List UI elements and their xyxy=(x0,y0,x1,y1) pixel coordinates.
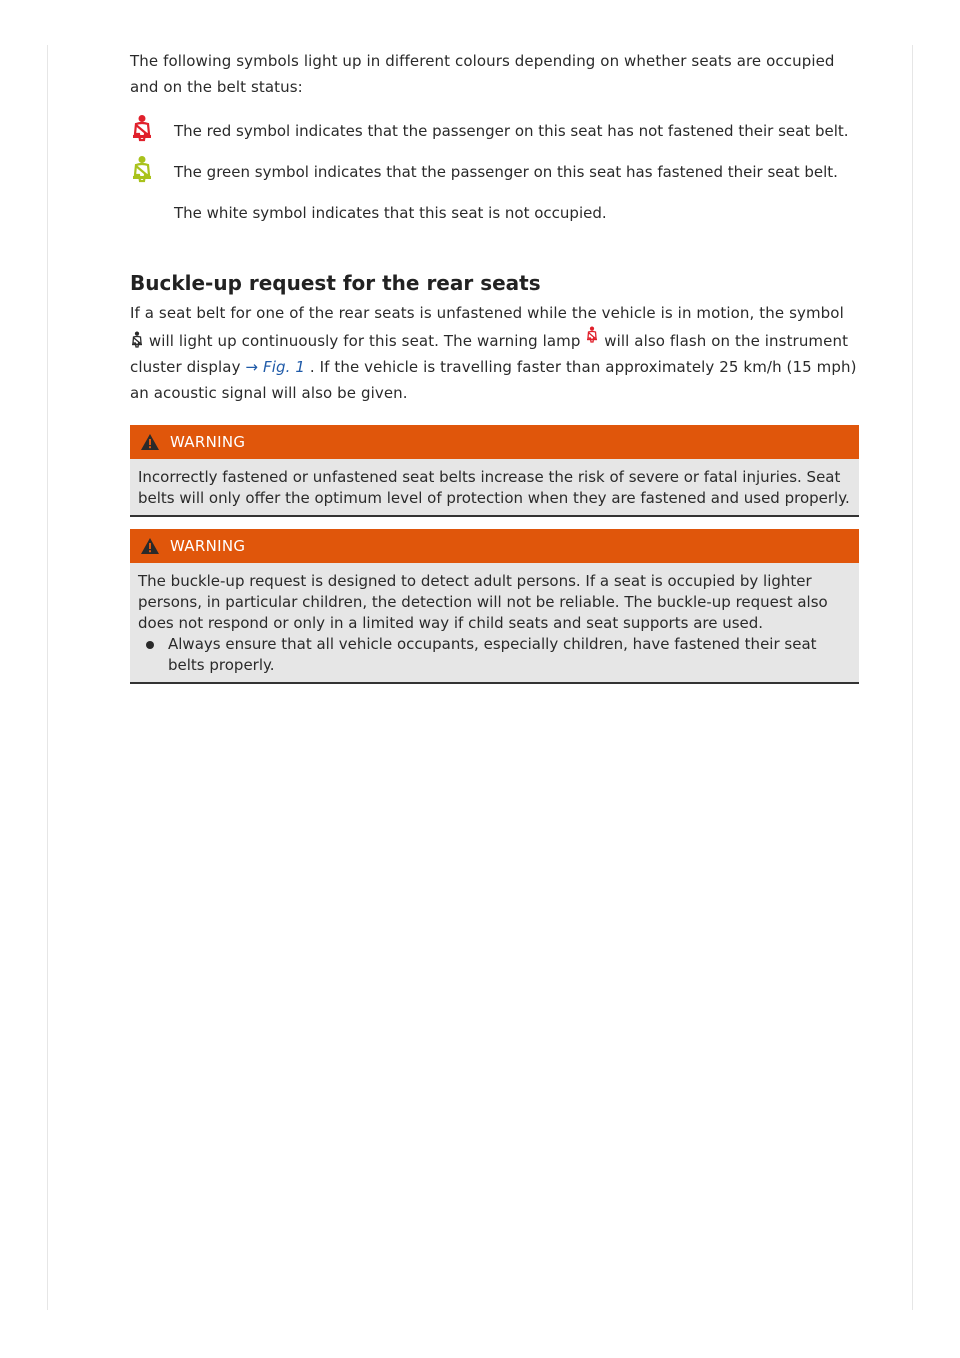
left-margin-rule xyxy=(47,45,48,1310)
warning-bullet-text: Always ensure that all vehicle occupants, especially children, have fastened their seat belts properly. xyxy=(168,635,817,674)
warning-bullet-item xyxy=(146,634,851,676)
symbol-row-white xyxy=(130,200,860,226)
paragraph-text-2: will light up continuously for this seat. The warning lamp xyxy=(148,332,581,350)
symbol-row-green xyxy=(130,159,860,185)
paragraph-text-3: will also flash on the instrument cluster display xyxy=(130,332,849,376)
arrow-right-icon: → xyxy=(245,358,259,376)
warning-header xyxy=(130,529,859,563)
bullet-dot-icon xyxy=(146,641,154,649)
seatbelt-symbol-icon xyxy=(130,331,144,349)
warning-body xyxy=(130,563,859,682)
warning-triangle-icon xyxy=(140,433,160,451)
warning-body: Incorrectly fastened or unfastened seat belts increase the risk of severe or fatal injuries. Seat belts will only offer the optimum level of protection when they are fastened and used properly. xyxy=(138,468,850,507)
seatbelt-green-icon xyxy=(130,155,154,185)
seatbelt-white-icon xyxy=(130,196,154,226)
warning-label: WARNING xyxy=(170,433,246,451)
intro-paragraph: The following symbols light up in different colours depending on whether seats are occupied and on the belt status: xyxy=(130,52,835,96)
right-margin-rule xyxy=(912,45,913,1310)
seatbelt-warning-lamp-icon xyxy=(585,326,599,344)
warning-box-2 xyxy=(130,529,859,684)
symbol-row-red xyxy=(130,118,860,144)
paragraph-text-1: If a seat belt for one of the rear seats is unfastened while the vehicle is in motion, the symbol xyxy=(130,304,844,322)
paragraph-text-4: . If the vehicle is travelling faster than approximately 25 km/h (15 mph) an acoustic signal will also be given. xyxy=(130,358,857,402)
symbol-white-description: The white symbol indicates that this seat is not occupied. xyxy=(174,204,607,222)
warning-box-1 xyxy=(130,425,859,517)
buckle-up-paragraph xyxy=(130,300,860,406)
warning-label: WARNING xyxy=(170,537,246,555)
page-content xyxy=(130,48,860,684)
seatbelt-red-icon xyxy=(130,114,154,144)
warning-body-text: The buckle-up request is designed to detect adult persons. If a seat is occupied by lighter persons, in particular children, the detection will not be reliable. The buckle-up request also does not respond or only in a limited way if child seats and seat supports are used. xyxy=(138,572,828,632)
figure-link[interactable]: Fig. 1 xyxy=(262,358,305,376)
warning-triangle-icon xyxy=(140,537,160,555)
section-heading: Buckle-up request for the rear seats xyxy=(130,271,541,295)
warning-header xyxy=(130,425,859,459)
symbol-green-description: The green symbol indicates that the passenger on this seat has fastened their seat belt. xyxy=(174,163,838,181)
symbol-red-description: The red symbol indicates that the passenger on this seat has not fastened their seat belt. xyxy=(174,122,849,140)
